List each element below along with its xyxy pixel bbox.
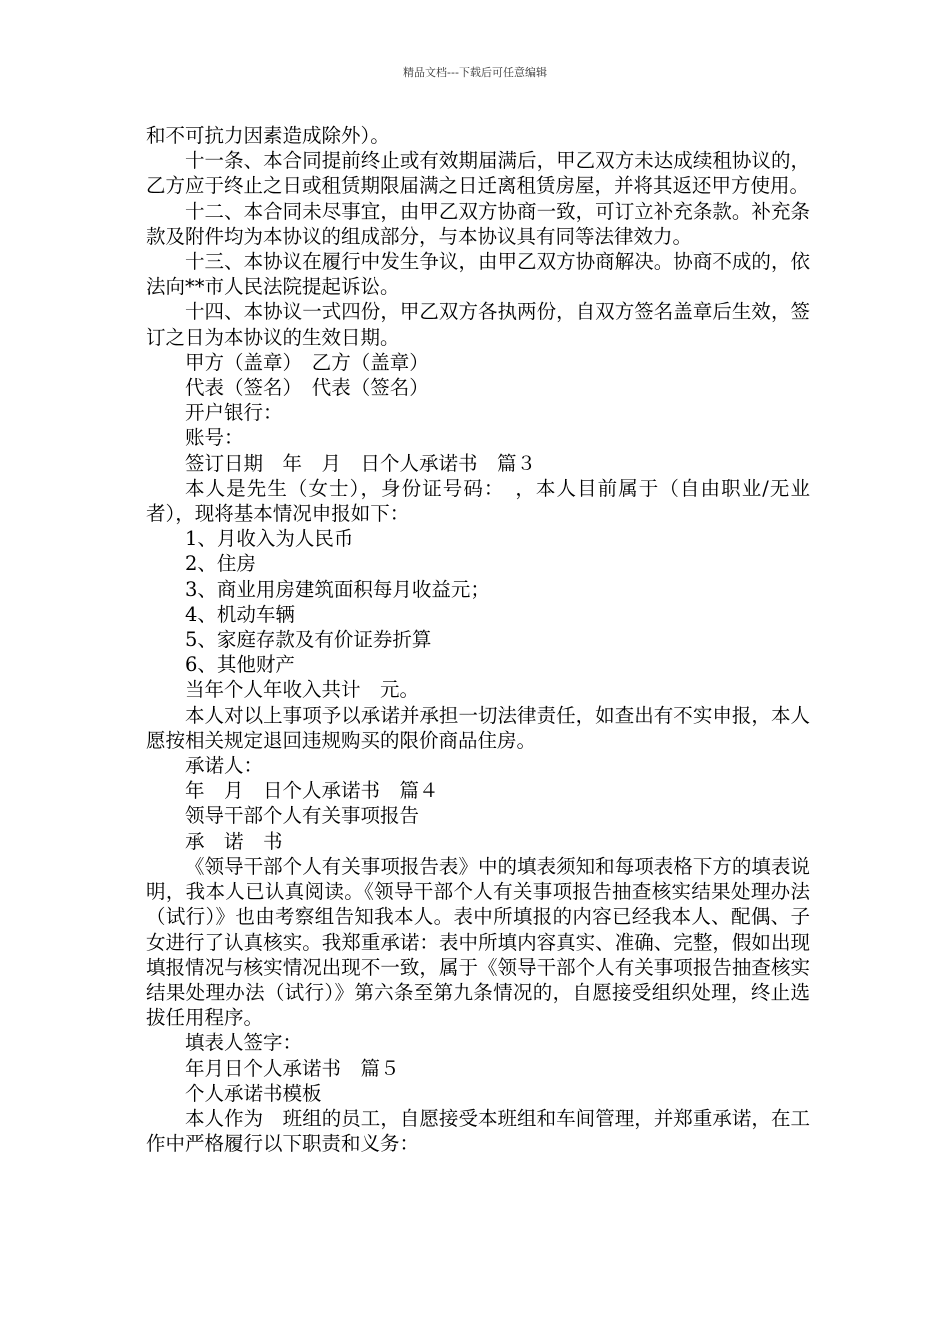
- list-item: 1、月收入为人民币: [185, 527, 354, 551]
- signature-line: 代表（签名） 代表（签名）: [185, 376, 429, 400]
- bank-line: 开户银行：: [185, 401, 283, 425]
- section-heading: 签订日期 年 月 日个人承诺书 篇３: [185, 451, 537, 475]
- paragraph: 本人作为 班组的员工，自愿接受本班组和车间管理，并郑重承诺，在工作中严格履行以下职责和义务：: [146, 1106, 810, 1156]
- signature-line: 承诺人：: [185, 754, 264, 778]
- section-heading: 年月日个人承诺书 篇５: [185, 1056, 400, 1080]
- section-heading: 年 月 日个人承诺书 篇４: [185, 779, 439, 803]
- paragraph: 《领导干部个人有关事项报告表》中的填表须知和每项表格下方的填表说明，我本人已认真阅读。《领导干部个人有关事项报告抽查核实结果处理办法（试行）》也由考察组告知我本人。表中所填报的内容已经我本人、配偶、子女进行了认真核实。我郑重承诺：表中所填内容真实、准确、完整，假如出现填报情况与核实情况出现不一致，属于《领导干部个人有关事项报告抽查核实结果处理办法（试行）》第六条至第九条情况的，自愿接受组织处理，终止选拔任用程序。: [146, 854, 810, 1030]
- section-title: 领导干部个人有关事项报告: [185, 804, 420, 828]
- list-item: 5、家庭存款及有价证券折算: [185, 628, 432, 652]
- list-item: 2、住房: [185, 552, 256, 576]
- paragraph: 十四、本协议一式四份，甲乙双方各执两份，自双方签名盖章后生效，签订之日为本协议的生效日期。: [146, 300, 810, 349]
- section-title: 承 诺 书: [185, 829, 283, 853]
- paragraph: 和不可抗力因素造成除外）。: [146, 124, 390, 147]
- list-item: 3、商业用房建筑面积每月收益元；: [185, 577, 490, 601]
- section-title: 个人承诺书模板: [185, 1081, 322, 1105]
- paragraph: 当年个人年收入共计 元。: [185, 678, 420, 702]
- signature-line: 甲方（盖章） 乙方（盖章）: [185, 350, 429, 374]
- list-item: 4、机动车辆: [185, 602, 295, 626]
- paragraph: 本人对以上事项予以承诺并承担一切法律责任，如查出有不实申报，本人愿按相关规定退回违规购买的限价商品住房。: [146, 703, 810, 752]
- paragraph: 本人是先生（女士），身份证号码： ，本人目前属于（自由职业/无业者），现将基本情况申报如下：: [146, 476, 810, 526]
- paragraph: 十二、本合同未尽事宜，由甲乙双方协商一致，可订立补充条款。补充条款及附件均为本协议的组成部分，与本协议具有同等法律效力。: [146, 199, 810, 248]
- list-item: 6、其他财产: [185, 653, 295, 677]
- document-body: [146, 123, 810, 1156]
- paragraph: 十一条、本合同提前终止或有效期届满后，甲乙双方未达成续租协议的，乙方应于终止之日或租赁期限届满之日迁离租赁房屋，并将其返还甲方使用。: [146, 149, 810, 198]
- account-line: 账号：: [185, 426, 244, 450]
- signature-line: 填表人签字：: [185, 1031, 303, 1055]
- page-header: 精品文档---下载后可任意编辑: [403, 66, 547, 79]
- paragraph: 十三、本协议在履行中发生争议，由甲乙双方协商解决。协商不成的，依法向**市人民法院提起诉讼。: [146, 250, 810, 299]
